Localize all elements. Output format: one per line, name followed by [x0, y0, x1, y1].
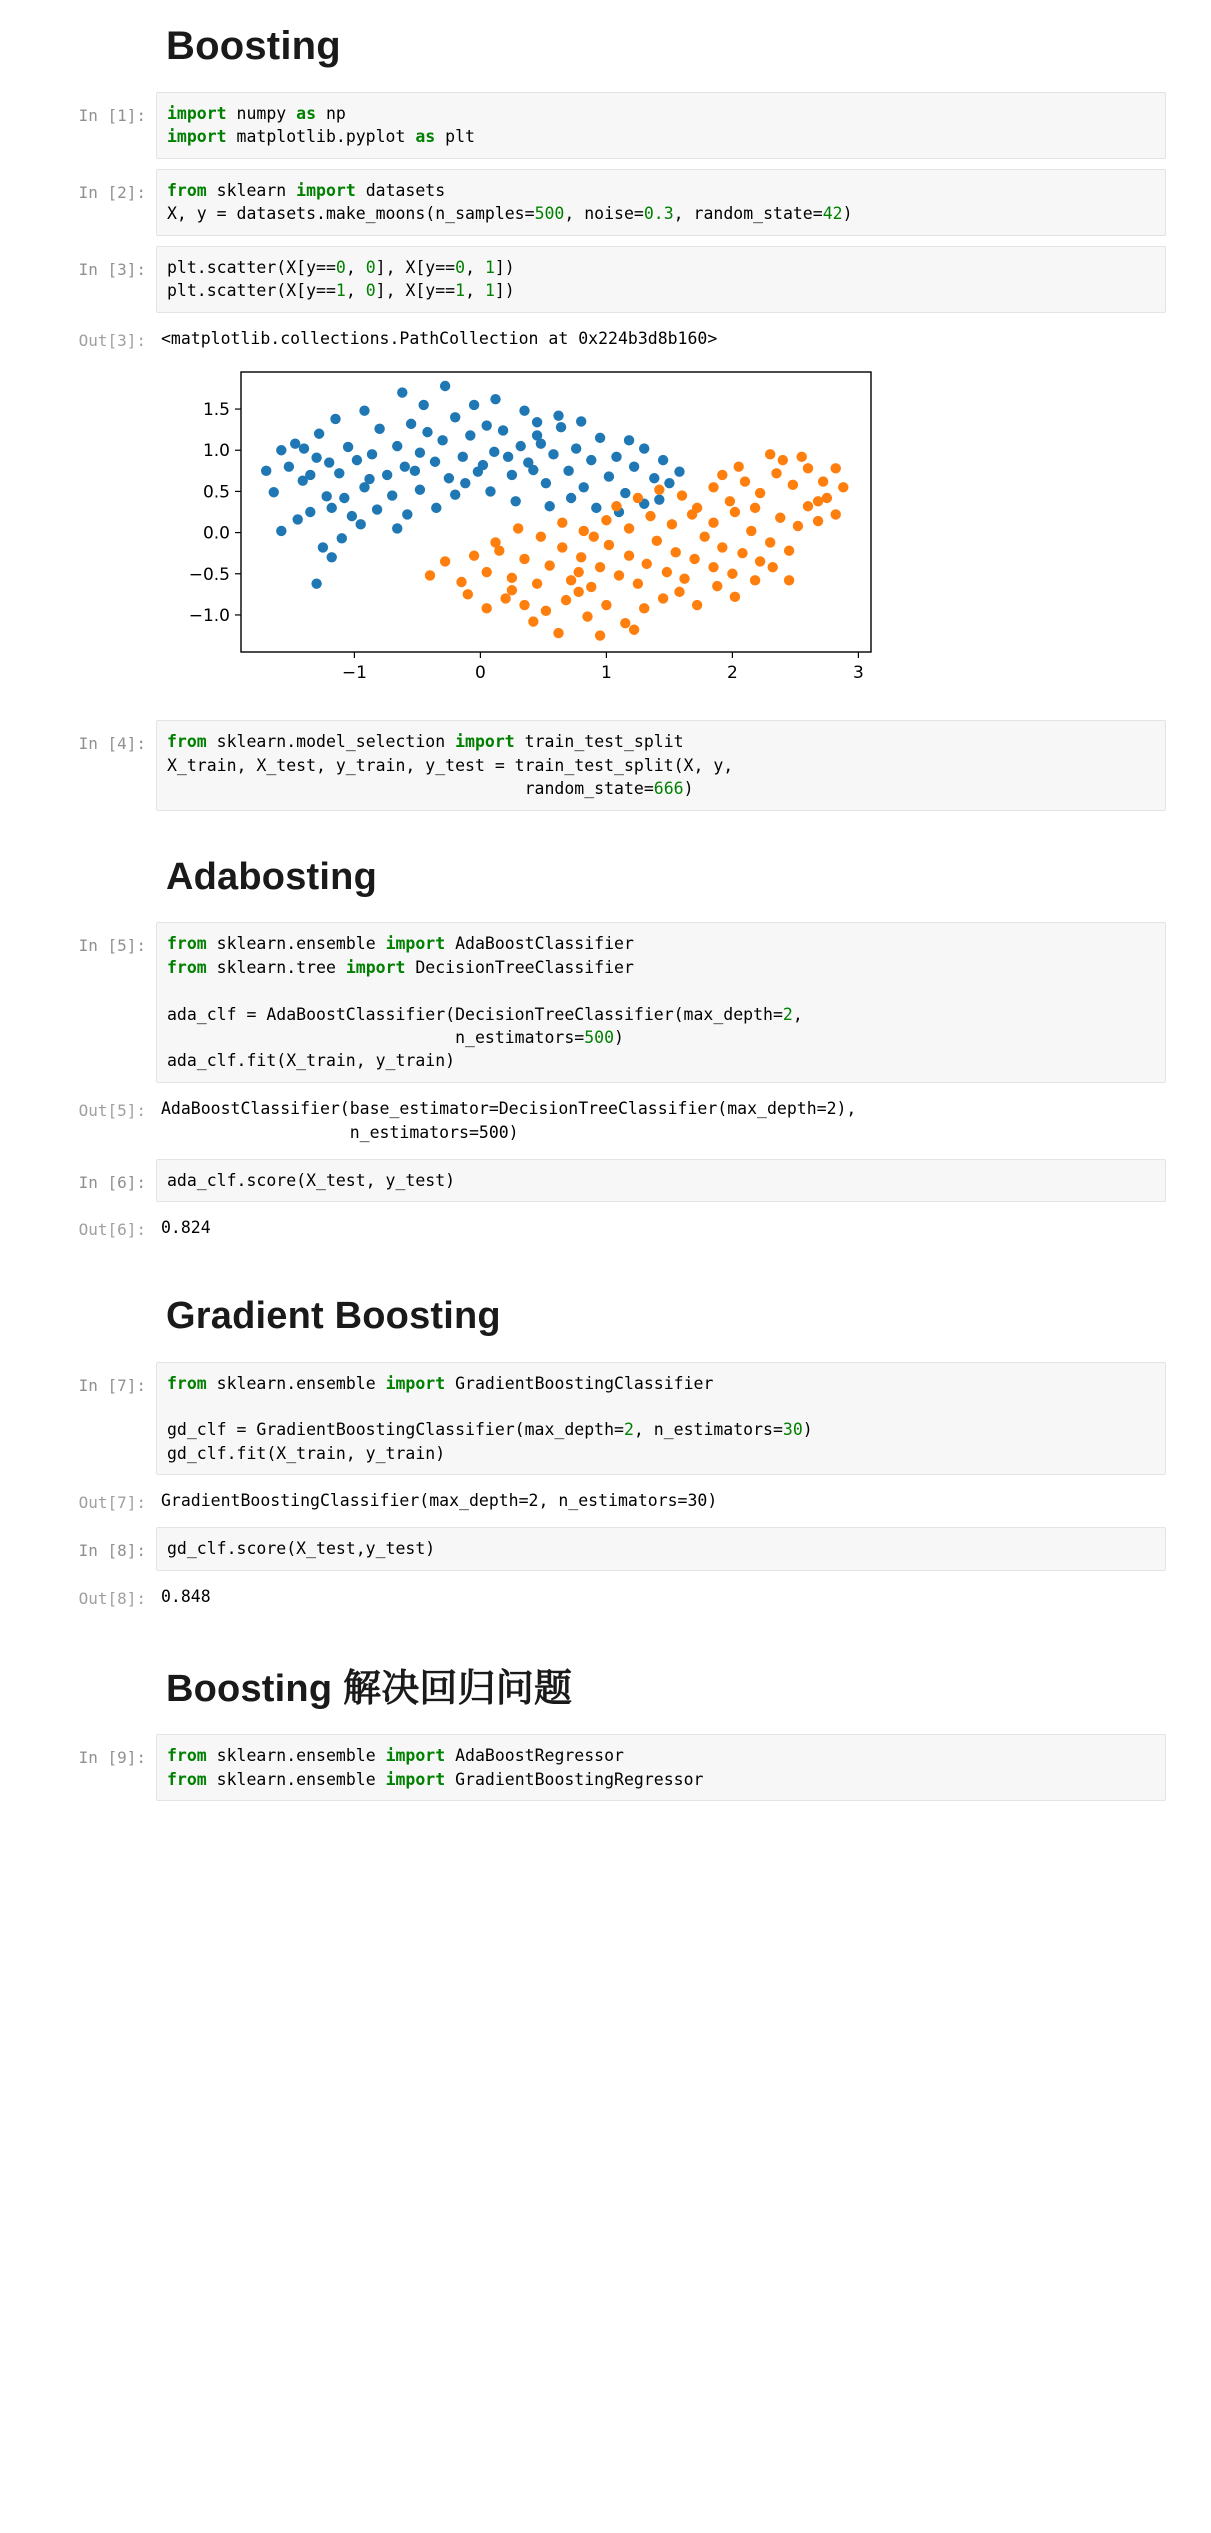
cell-in-6 [0, 1159, 1211, 1202]
cell-in-7 [0, 1362, 1211, 1476]
output-line: n_estimators=500) [161, 1122, 519, 1142]
code-token: import [345, 957, 406, 977]
code-editor-6[interactable] [156, 1159, 1166, 1202]
code-token: sklearn.ensemble [206, 1746, 386, 1766]
page-title: Boosting [166, 24, 341, 68]
code-token: import [385, 934, 446, 954]
code-token: 500 [584, 1028, 615, 1047]
prompt-in-2: In [2]: [78, 182, 146, 202]
code-token: 30 [782, 1420, 803, 1440]
code-token: as [415, 127, 436, 147]
prompt-in-9: In [9]: [78, 1748, 146, 1768]
code-token: from [167, 1373, 207, 1393]
section-title-regression: Boosting 解决回归问题 [166, 1667, 573, 1710]
output-line: AdaBoostClassifier(base_estimator=DecisionTreeClassifier(max_depth=2), [161, 1098, 857, 1118]
code-token: , random_state= [673, 204, 823, 224]
code-token: np [316, 104, 346, 123]
cell-out-7 [0, 1485, 1211, 1517]
code-token: from [167, 1746, 207, 1766]
code-token: ) [842, 204, 853, 224]
cell-in-3 [0, 246, 1211, 313]
svg-text:1: 1 [600, 663, 612, 684]
svg-text:1.0: 1.0 [202, 441, 230, 462]
code-token: as [296, 104, 317, 123]
svg-text:2: 2 [726, 663, 738, 684]
cell-out-5 [0, 1093, 1211, 1149]
code-editor-4[interactable] [156, 720, 1166, 810]
output-text-8: 0.848 [161, 1586, 211, 1606]
svg-text:−0.5: −0.5 [188, 565, 230, 586]
code-token: gd_clf.score(X_test,y_test) [167, 1539, 436, 1559]
code-token: 0 [335, 257, 346, 277]
cell-out-8 [0, 1581, 1211, 1613]
code-token: import [385, 1746, 446, 1766]
code-token: 1 [455, 281, 466, 301]
code-token: import [455, 732, 515, 752]
code-token: import [296, 180, 356, 200]
code-token: sklearn.ensemble [206, 1769, 386, 1789]
code-token: ) [802, 1420, 813, 1440]
prompt-in-4: In [4]: [78, 734, 146, 754]
output-text-3: <matplotlib.collections.PathCollection at 0x224b3d8b160> [161, 328, 718, 348]
code-token: X_train, X_test, y_train, y_test = train_test_split(X, y, [167, 755, 734, 775]
code-token: 2 [623, 1420, 634, 1440]
code-token: DecisionTreeClassifier [405, 957, 634, 977]
code-token: ], X[y== [375, 281, 456, 301]
code-token: sklearn.model_selection [206, 732, 456, 752]
prompt-out-3: Out[3]: [78, 330, 146, 350]
code-token: 42 [822, 204, 843, 224]
output-text-6: 0.824 [161, 1218, 211, 1238]
code-token: , [792, 1004, 803, 1024]
code-editor-2[interactable] [156, 169, 1166, 236]
section-title-adabosting: Adabosting [166, 855, 377, 898]
code-editor-9[interactable] [156, 1734, 1166, 1801]
code-token: ) [683, 779, 694, 799]
code-token: 666 [653, 779, 684, 799]
code-token: ) [614, 1028, 624, 1047]
cell-in-5 [0, 922, 1211, 1083]
svg-text:−1: −1 [341, 663, 367, 684]
code-token: ada_clf.score(X_test, y_test) [167, 1170, 456, 1190]
code-token: sklearn [206, 180, 297, 200]
prompt-out-8: Out[8]: [78, 1588, 146, 1608]
prompt-in-3: In [3]: [78, 259, 146, 279]
code-token: 0 [365, 257, 376, 277]
prompt-in-5: In [5]: [78, 936, 146, 956]
prompt-in-7: In [7]: [78, 1375, 146, 1395]
prompt-in-8: In [8]: [78, 1541, 146, 1561]
prompt-in-6: In [6]: [78, 1172, 146, 1192]
cell-in-4 [0, 720, 1211, 810]
plot-output-3 [0, 364, 1211, 694]
code-editor-5[interactable] [156, 922, 1166, 1083]
prompt-out-5: Out[5]: [78, 1100, 146, 1120]
code-token: 1 [484, 257, 495, 277]
code-token: GradientBoostingRegressor [445, 1769, 704, 1789]
code-token: AdaBoostClassifier [445, 934, 634, 954]
svg-text:0: 0 [474, 663, 486, 684]
code-token: X, y = datasets.make_moons(n_samples= [167, 204, 535, 224]
output-text-5 [156, 1093, 1166, 1149]
svg-text:3: 3 [852, 663, 864, 684]
code-token: 0.3 [643, 204, 674, 224]
code-token: sklearn.ensemble [206, 1373, 386, 1393]
code-token: import [385, 1373, 446, 1393]
code-token: import [385, 1769, 446, 1789]
code-token: import [167, 104, 227, 123]
code-token: AdaBoostRegressor [445, 1746, 624, 1766]
code-token: , noise= [564, 204, 644, 224]
code-token: , [465, 281, 485, 301]
code-token: ada_clf.fit(X_train, y_train) [167, 1051, 456, 1071]
code-token: plt.scatter(X[y== [167, 281, 336, 301]
code-editor-3[interactable] [156, 246, 1166, 313]
code-token: 1 [484, 281, 495, 301]
code-token: ada_clf = AdaBoostClassifier(DecisionTreeClassifier(max_depth= [167, 1004, 783, 1024]
code-token: sklearn.ensemble [206, 934, 386, 954]
cell-out-3 [0, 323, 1211, 355]
code-token: 500 [534, 204, 565, 224]
code-token: datasets [355, 180, 446, 200]
scatter-svg [161, 364, 901, 694]
cell-in-2 [0, 169, 1211, 236]
code-token: n_estimators= [167, 1028, 585, 1047]
code-token: random_state= [167, 779, 654, 799]
code-token: 0 [455, 257, 466, 277]
code-token: GradientBoostingClassifier [445, 1373, 714, 1393]
code-token: sklearn.tree [206, 957, 346, 977]
output-text-7: GradientBoostingClassifier(max_depth=2, n_estimators=30) [161, 1491, 718, 1511]
svg-text:1.5: 1.5 [202, 400, 230, 421]
code-editor-8[interactable] [156, 1527, 1166, 1570]
code-token: matplotlib.pyplot [226, 127, 416, 147]
prompt-in-1: In [1]: [78, 106, 146, 125]
code-token: , [465, 257, 485, 277]
cell-in-8 [0, 1527, 1211, 1570]
cell-out-6 [0, 1212, 1211, 1244]
code-token: import [167, 127, 227, 147]
scatter-plot [156, 364, 901, 694]
code-token: from [167, 732, 207, 752]
code-token: 2 [782, 1004, 793, 1024]
code-token: plt [435, 127, 475, 147]
cell-in-9 [0, 1734, 1211, 1801]
code-token: ]) [494, 257, 515, 277]
code-token: from [167, 957, 207, 977]
code-token: ], X[y== [375, 257, 456, 277]
code-token: , [345, 281, 366, 301]
code-editor-1[interactable] [156, 92, 1166, 159]
cell-in-1 [0, 92, 1211, 159]
code-token: from [167, 1769, 207, 1789]
code-token: from [167, 180, 207, 200]
prompt-out-6: Out[6]: [78, 1220, 146, 1240]
code-editor-7[interactable] [156, 1362, 1166, 1476]
code-token: gd_clf.fit(X_train, y_train) [167, 1443, 446, 1463]
code-token: numpy [226, 104, 297, 123]
code-token: plt.scatter(X[y== [167, 257, 336, 277]
prompt-out-7: Out[7]: [78, 1493, 146, 1513]
code-token: gd_clf = GradientBoostingClassifier(max_depth= [167, 1420, 624, 1440]
code-token: 0 [365, 281, 376, 301]
section-title-gradient-boosting: Gradient Boosting [166, 1295, 501, 1338]
svg-text:0.0: 0.0 [202, 524, 230, 545]
svg-text:0.5: 0.5 [202, 482, 230, 503]
code-token: , [345, 257, 366, 277]
code-token: from [167, 934, 207, 954]
code-token: ]) [494, 281, 515, 301]
svg-text:−1.0: −1.0 [188, 606, 230, 627]
code-token: train_test_split [514, 732, 684, 752]
code-token: 1 [335, 281, 346, 301]
plot-gutter [0, 364, 156, 694]
code-token: , n_estimators= [633, 1420, 783, 1440]
